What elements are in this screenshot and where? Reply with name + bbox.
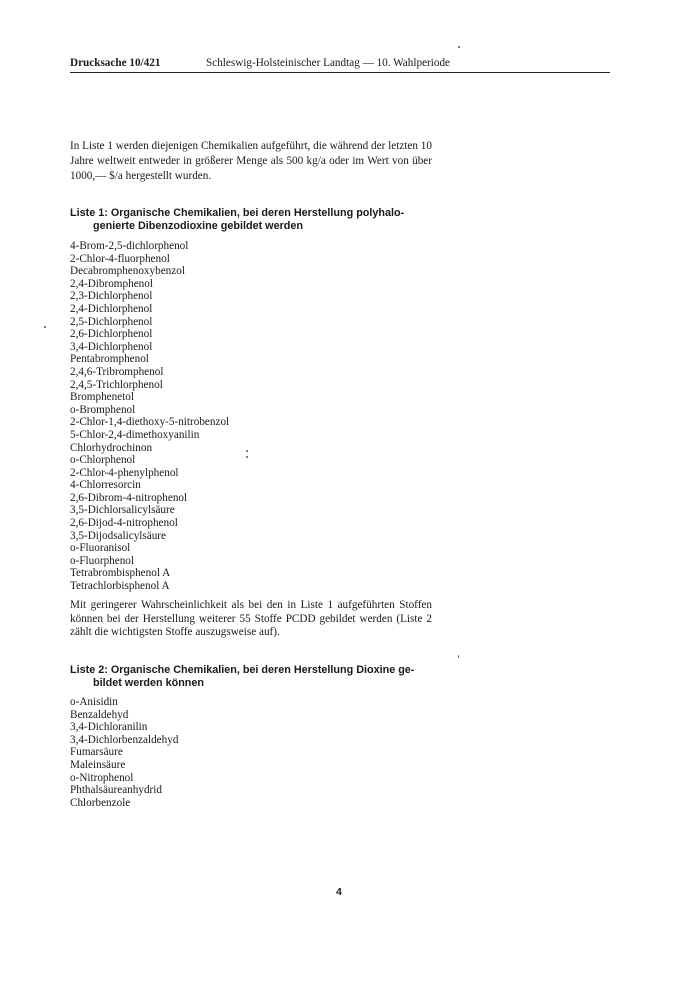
list1-item: 2,4-Dibromphenol [70,277,153,290]
list2-item: Benzaldehyd [70,708,129,721]
list1-item: 2-Chlor-4-fluorphenol [70,252,170,265]
list2-title-line2: bildet werden können [93,677,204,689]
document-number: Drucksache 10/421 [70,57,161,69]
intro-text: In Liste 1 werden diejenigen Chemikalien aufgeführt, die während der letzten 10 Jahre weltweit entweder in größerer Menge als 500 kg/a oder im Wert von über 1000,— $/a hergestellt wurden. [70,140,432,182]
list1-item: o-Fluorphenol [70,554,135,567]
scan-speck [246,456,248,458]
list1-item: 2,5-Dichlorphenol [70,315,153,328]
list1-title-line1: Organische Chemikalien, bei deren Herstellung polyhalo- [110,207,405,219]
list2-heading [70,664,432,690]
list2-item: Fumarsäure [70,746,123,759]
scan-speck [458,46,460,48]
list1-item: Chlorhydrochinon [70,441,153,454]
list1-item: 4-Brom-2,5-dichlorphenol [70,240,189,252]
list2-item: Maleinsäure [70,758,126,771]
list2-label: Liste 2: [70,664,108,676]
list1-item: 2-Chlor-1,4-diethoxy-5-nitrobenzol [70,416,230,429]
list1-item: o-Chlorphenol [70,454,136,467]
list1-title-line2: genierte Dibenzodioxine gebildet werden [93,220,303,232]
list1-item: Pentabromphenol [70,353,149,366]
list1-item: 3,4-Dichlorphenol [70,340,153,353]
list1-item: o-Bromphenol [70,403,136,416]
list1-item: Bromphenetol [70,391,135,404]
list1-heading [70,207,432,233]
list1-item: 2,3-Dichlorphenol [70,290,153,303]
list2-items [70,696,178,809]
list1-item: 2,4,5-Trichlorphenol [70,378,163,391]
list1-item: 4-Chlorresorcin [70,479,141,492]
scan-speck [44,326,46,328]
scan-speck [458,655,459,658]
list1-item: 2,6-Dichlorphenol [70,328,153,341]
list1-item: 3,5-Dichlorsalicylsäure [70,504,175,517]
page-header [70,56,610,73]
parliament-title: Schleswig-Holsteinischer Landtag — 10. Wahlperiode [206,57,451,69]
list2-item: Phthalsäureanhydrid [70,784,162,797]
list1-item: 2,4,6-Tribromphenol [70,365,164,378]
body-paragraph [70,599,432,640]
list1-label: Liste 1: [70,207,108,219]
list1-item: Tetrachlorbisphenol A [70,580,170,593]
list1-items [70,240,229,593]
list2-item: 3,4-Dichlorbenzaldehyd [70,733,179,746]
list1-item: 5-Chlor-2,4-dimethoxyanilin [70,428,200,441]
list1-item: 3,5-Dijodsalicylsäure [70,529,167,542]
list2-item: o-Anisidin [70,696,118,708]
list1-item: 2-Chlor-4-phenylphenol [70,466,179,479]
scan-speck [246,450,248,452]
list1-item: Tetrabrombisphenol A [70,567,171,580]
list1-item: 2,6-Dibrom-4-nitrophenol [70,491,188,504]
list2-item: o-Nitrophenol [70,771,134,784]
list1-item: 2,6-Dijod-4-nitrophenol [70,517,178,530]
list1-item: Decabromphenoxybenzol [70,265,185,278]
body-paragraph-text: Mit geringerer Wahrscheinlichkeit als bei den in Liste 1 aufgeführten Stoffen können bei der Herstellung weiterer 55 Stoffe PCDD gebildet werden (Liste 2 zählt die wichtigsten Stoffe auszugsweise auf). [70,599,432,638]
list2-title-line1: Organische Chemikalien, bei deren Herstellung Dioxine ge- [110,664,415,676]
intro-paragraph [70,139,432,184]
list2-item: 3,4-Dichloranilin [70,721,148,734]
list2-item: Chlorbenzole [70,796,131,809]
page-number: 4 [336,886,342,898]
list1-item: 2,4-Dichlorphenol [70,302,153,315]
list1-item: o-Fluoranisol [70,542,131,555]
